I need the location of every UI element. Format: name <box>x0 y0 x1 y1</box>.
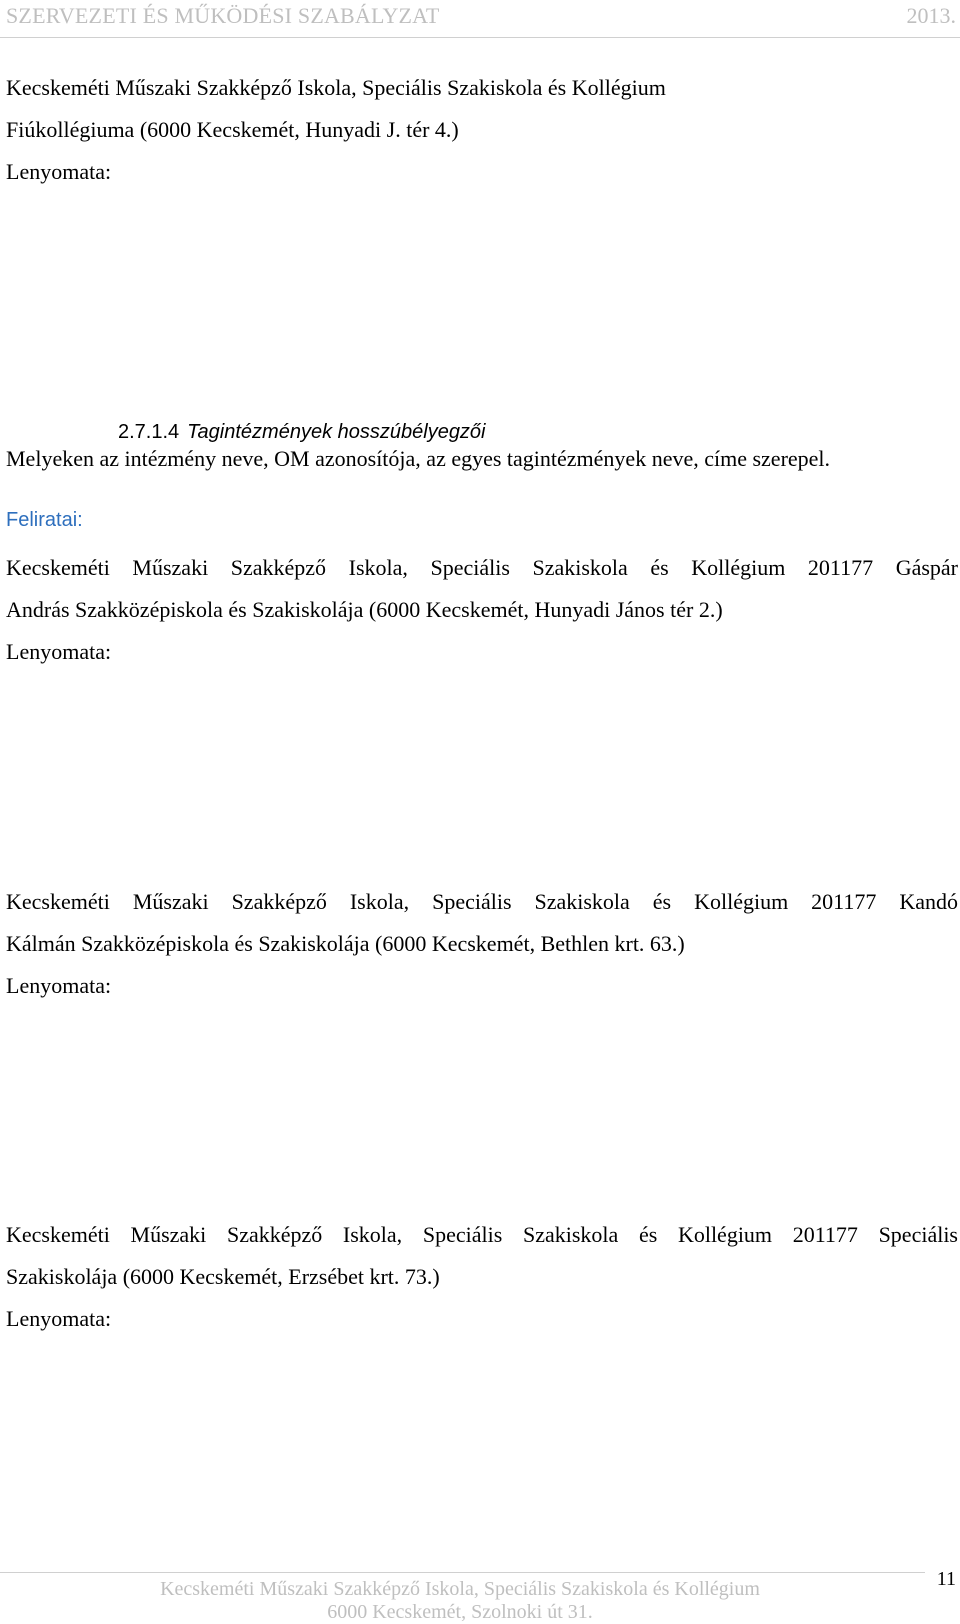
imprint-label: Lenyomata: <box>6 159 112 184</box>
imprint-label: Lenyomata: <box>6 639 112 664</box>
footer-institution: Kecskeméti Műszaki Szakképző Iskola, Speciális Szakiskola és Kollégium <box>160 1578 760 1600</box>
stamp-text-line-1: Kecskeméti Műszaki Szakképző Iskola, Speciális Szakiskola és Kollégium 201177 Speciális <box>6 1222 958 1247</box>
footer-address: 6000 Kecskemét, Szolnoki út 31. <box>327 1601 593 1623</box>
header-year: 2013. <box>906 3 956 28</box>
stamp-text-line-1: Kecskeméti Műszaki Szakképző Iskola, Speciális Szakiskola és Kollégium 201177 Gáspár <box>6 555 958 580</box>
stamp-text-line-2: András Szakközépiskola és Szakiskolája (6000 Kecskemét, Hunyadi János tér 2.) <box>6 597 723 622</box>
stamp-text-line-2: Szakiskolája (6000 Kecskemét, Erzsébet krt. 73.) <box>6 1264 440 1289</box>
section-number: 2.7.1.4 <box>118 421 180 443</box>
stamp-text-line-2: Fiúkollégiuma (6000 Kecskemét, Hunyadi J. tér 4.) <box>6 117 459 142</box>
section-title: Tagintézmények hosszúbélyegzői <box>187 421 486 443</box>
stamp-text-line-2: Kálmán Szakközépiskola és Szakiskolája (6000 Kecskemét, Bethlen krt. 63.) <box>6 931 685 956</box>
footer-divider <box>0 1572 925 1573</box>
header-divider <box>0 37 960 38</box>
imprint-label: Lenyomata: <box>6 973 112 998</box>
stamp-text-line-1: Kecskeméti Műszaki Szakképző Iskola, Speciális Szakiskola és Kollégium 201177 Kandó <box>6 889 958 914</box>
stamp-text-line-1: Kecskeméti Műszaki Szakképző Iskola, Speciális Szakiskola és Kollégium <box>6 75 666 100</box>
section-description: Melyeken az intézmény neve, OM azonosítója, az egyes tagintézmények neve, címe szerepel. <box>6 446 831 471</box>
page-number: 11 <box>936 1568 956 1590</box>
header-title: SZERVEZETI ÉS MŰKÖDÉSI SZABÁLYZAT <box>6 3 440 28</box>
imprint-label: Lenyomata: <box>6 1306 112 1331</box>
section-heading <box>118 419 486 445</box>
captions-label: Feliratai: <box>6 509 83 531</box>
